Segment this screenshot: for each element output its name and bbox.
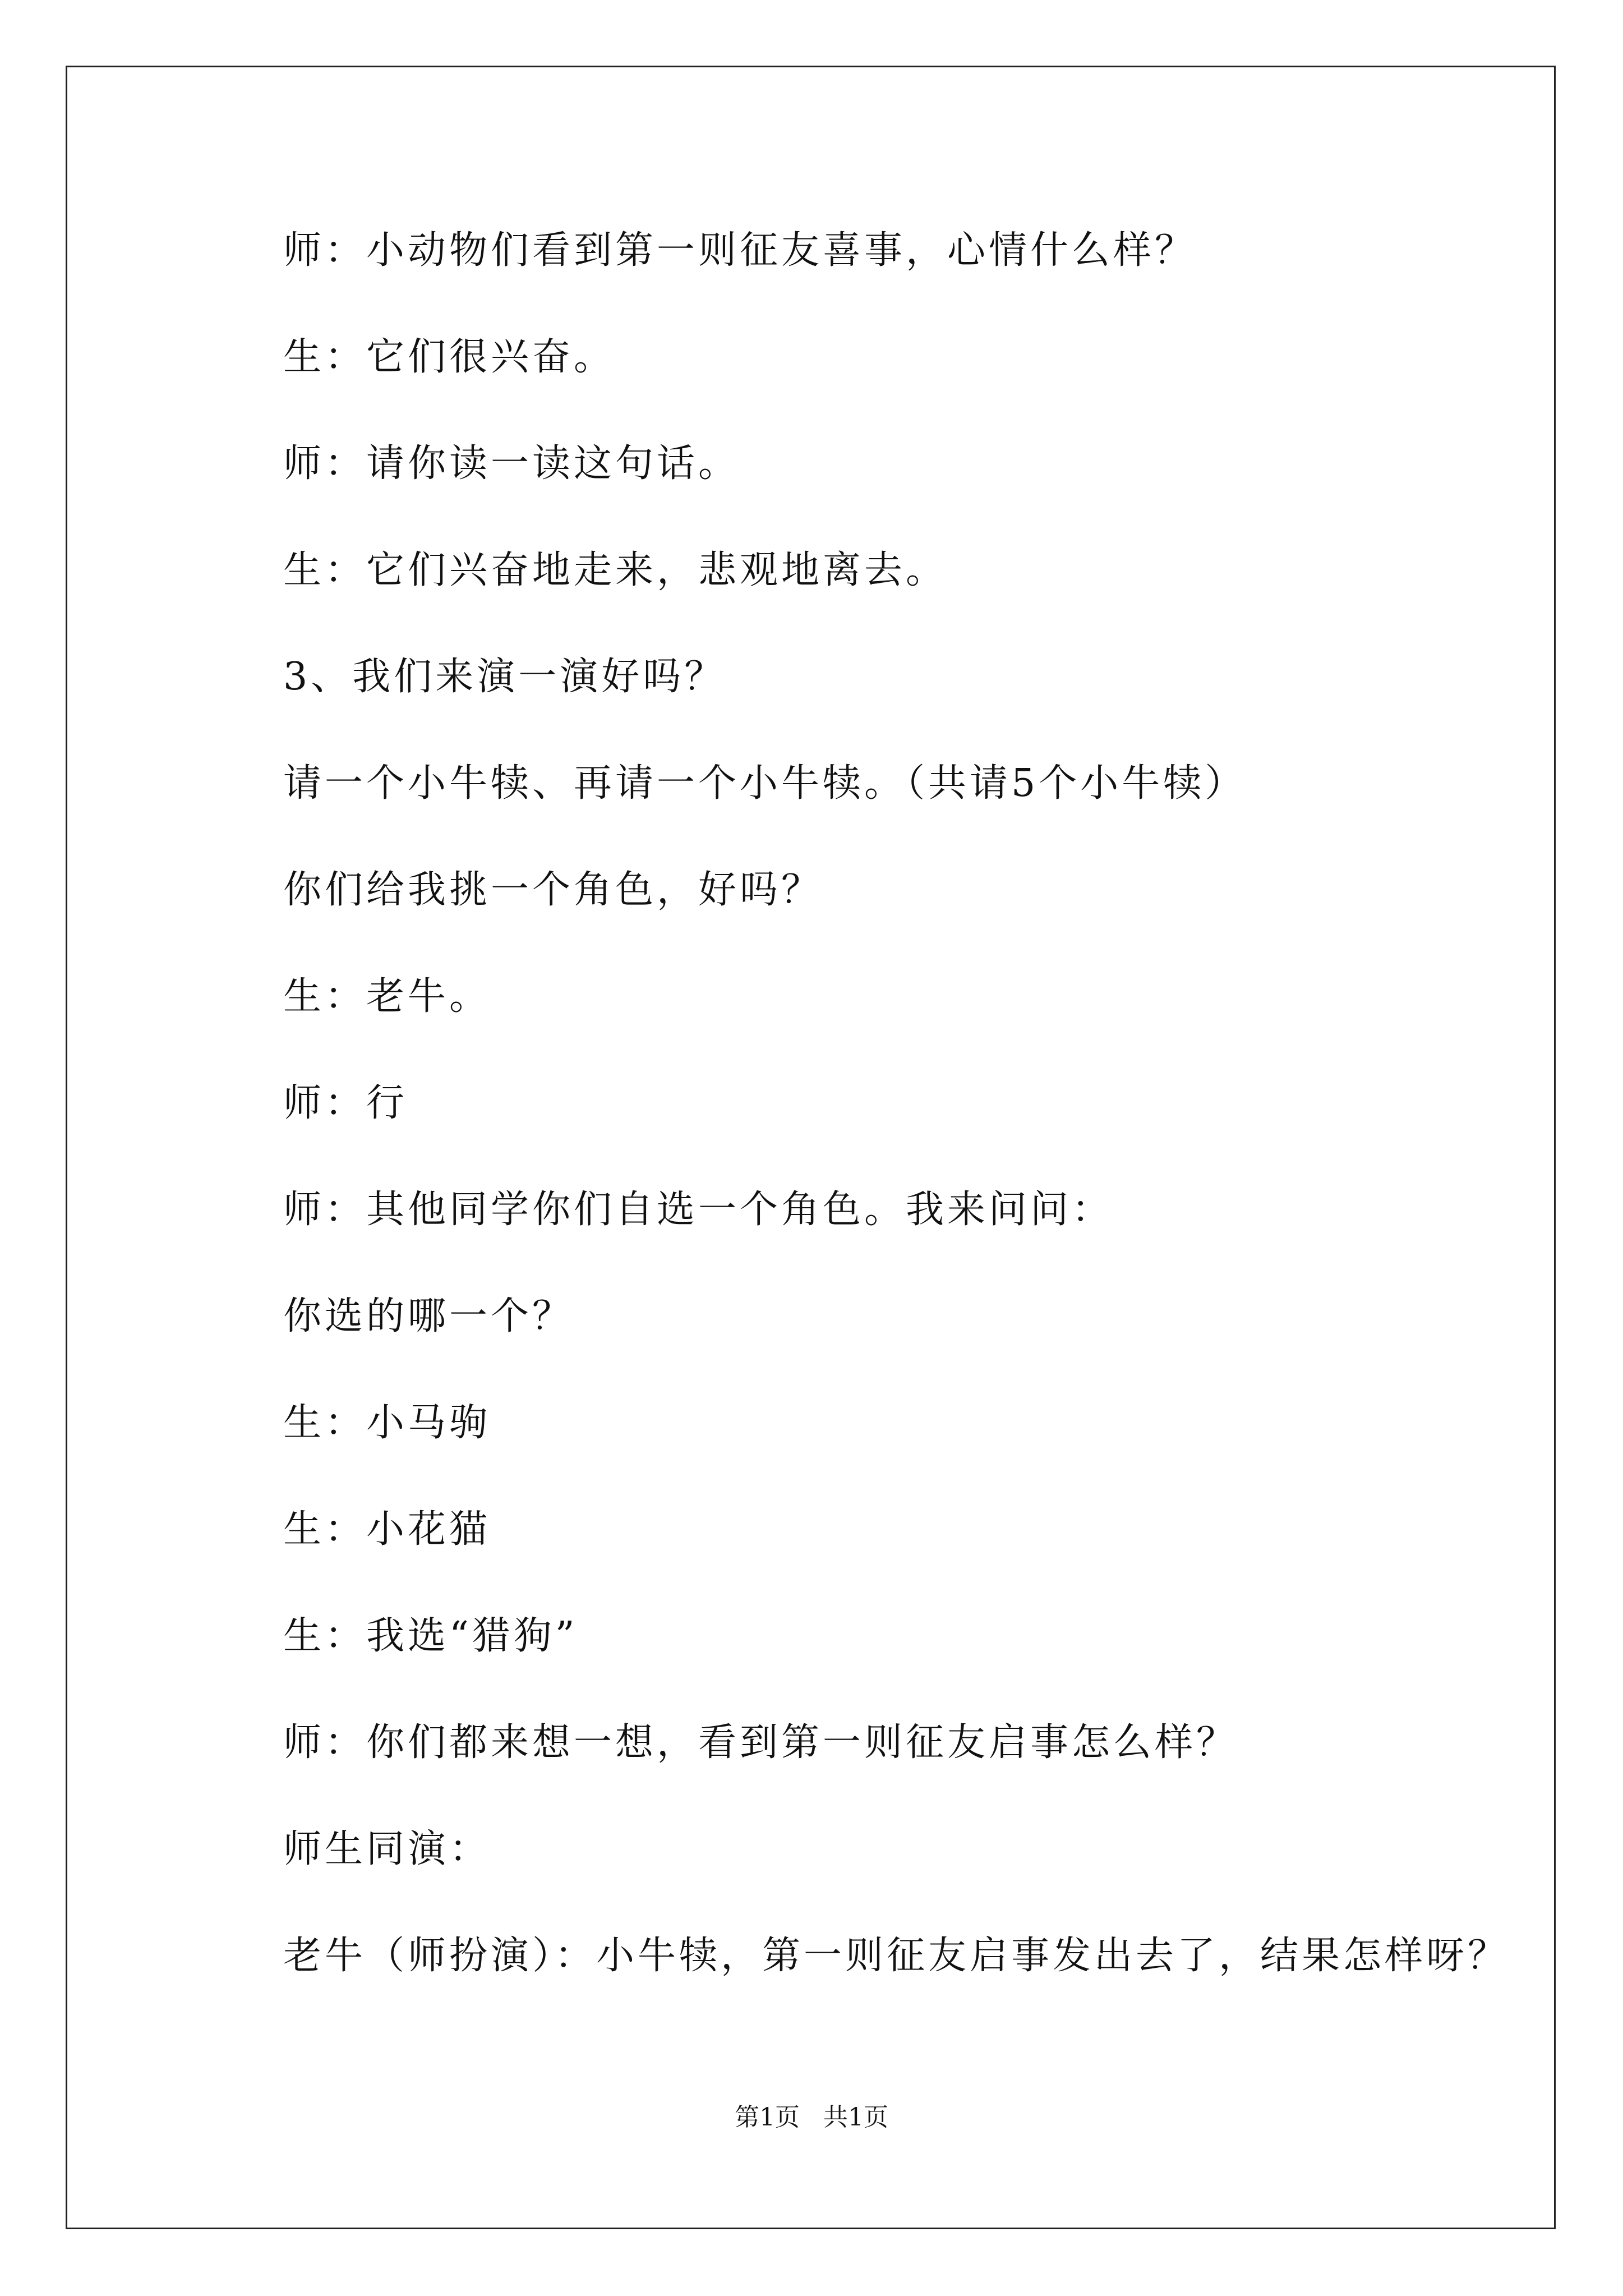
dialogue-line: 师：小动物们看到第一则征友喜事，心情什么样？ bbox=[283, 228, 1197, 273]
dialogue-line: 师：行 bbox=[283, 1081, 408, 1125]
dialogue-line: 你选的哪一个？ bbox=[283, 1294, 574, 1338]
dialogue-line: 生：老牛。 bbox=[283, 974, 491, 1019]
dialogue-line: 请一个小牛犊、再请一个小牛犊。（共请5个小牛犊） bbox=[283, 761, 1247, 806]
dialogue-line: 生：小马驹 bbox=[283, 1401, 491, 1445]
dialogue-line: 你们给我挑一个角色，好吗？ bbox=[283, 868, 823, 912]
dialogue-line: 师生同演： bbox=[283, 1827, 491, 1871]
dialogue-line: 师：请你读一读这句话。 bbox=[283, 441, 740, 486]
dialogue-line: 师：其他同学你们自选一个角色。我来问问： bbox=[283, 1188, 1114, 1232]
dialogue-line: 生：它们很兴奋。 bbox=[283, 335, 616, 379]
dialogue-line: 老牛（师扮演）：小牛犊，第一则征友启事发出去了，结果怎样呀？ bbox=[283, 1934, 1510, 1978]
dialogue-line: 生：我选“猎狗” bbox=[283, 1614, 578, 1658]
section-heading: 3、我们来演一演好吗？ bbox=[283, 655, 726, 699]
dialogue-line: 生：它们兴奋地走来，悲观地离去。 bbox=[283, 548, 948, 592]
page-footer: 第1页 共1页 bbox=[735, 2103, 888, 2132]
document-body bbox=[283, 209, 1510, 2021]
dialogue-line: 师：你们都来想一想，看到第一则征友启事怎么样？ bbox=[283, 1720, 1238, 1765]
dialogue-line: 生：小花猫 bbox=[283, 1507, 491, 1552]
